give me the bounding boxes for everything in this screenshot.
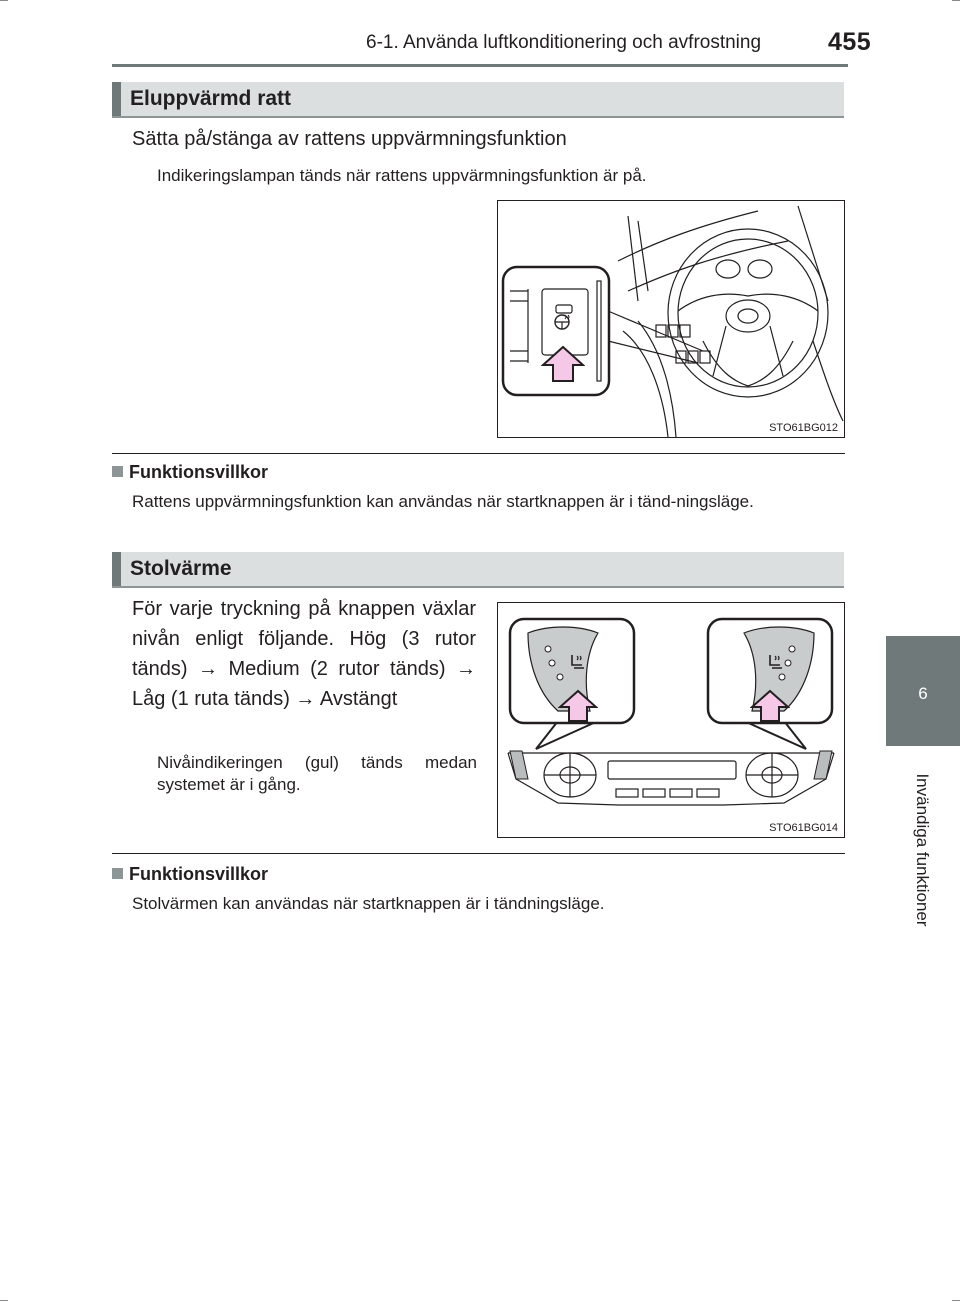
lead-text: För varje tryckning på knappen växlar nivån enligt följande. Hög (3 rutor tänds) → Medium (2 rutor tänds) → Låg (1 ruta tänds) → Avstängt [132, 598, 476, 710]
pink-arrow-icon [750, 689, 790, 723]
heated-seat-icon [568, 653, 586, 671]
seat-heater-figure [497, 602, 845, 838]
console-illustration [498, 603, 844, 837]
chapter-side-label: Invändiga funktioner [913, 773, 932, 927]
chapter-tab-number: 6 [918, 684, 928, 703]
note-text: Indikeringslampan tänds när rattens uppvärmningsfunktion är på. [157, 166, 647, 185]
section-divider [112, 853, 845, 854]
section-heading [112, 552, 844, 588]
page-number: 455 [828, 28, 872, 56]
section-title: Eluppvärmd ratt [130, 87, 292, 110]
section-divider [112, 453, 845, 454]
condition-body: Rattens uppvärmningsfunktion kan användas när startknappen är i tänd-ningsläge. [132, 492, 754, 511]
condition-body: Stolvärmen kan användas när startknappen är i tändningsläge. [132, 894, 605, 913]
steering-figure [497, 200, 845, 438]
crop-mark [952, 1300, 960, 1301]
header-rule [112, 64, 848, 67]
steering-wheel-illustration [498, 201, 844, 437]
crop-mark [0, 1300, 8, 1301]
section-marker [112, 552, 121, 586]
heated-steering-icon [552, 312, 572, 332]
condition-heading [112, 462, 268, 483]
condition-title: Funktionsvillkor [129, 864, 269, 884]
note-text: Nivåindikeringen (gul) tänds medan systemet är i gång. [157, 753, 477, 794]
heated-seat-icon [766, 653, 784, 671]
section-marker [112, 82, 121, 116]
lead-text: Sätta på/stänga av rattens uppvärmningsfunktion [132, 128, 567, 150]
chapter-title: 6-1. Använda luftkonditionering och avfrostning [366, 32, 762, 53]
figure-code: STO61BG012 [769, 422, 838, 434]
crop-mark [952, 0, 960, 1]
bullet-square-icon [112, 868, 123, 879]
crop-mark [0, 0, 8, 1]
condition-title: Funktionsvillkor [129, 462, 269, 482]
pink-arrow-icon [558, 689, 598, 723]
pink-arrow-icon [541, 345, 585, 383]
figure-code: STO61BG014 [769, 822, 838, 834]
condition-heading [112, 864, 268, 885]
section-title: Stolvärme [130, 557, 232, 580]
bullet-square-icon [112, 466, 123, 477]
section-heading [112, 82, 844, 118]
